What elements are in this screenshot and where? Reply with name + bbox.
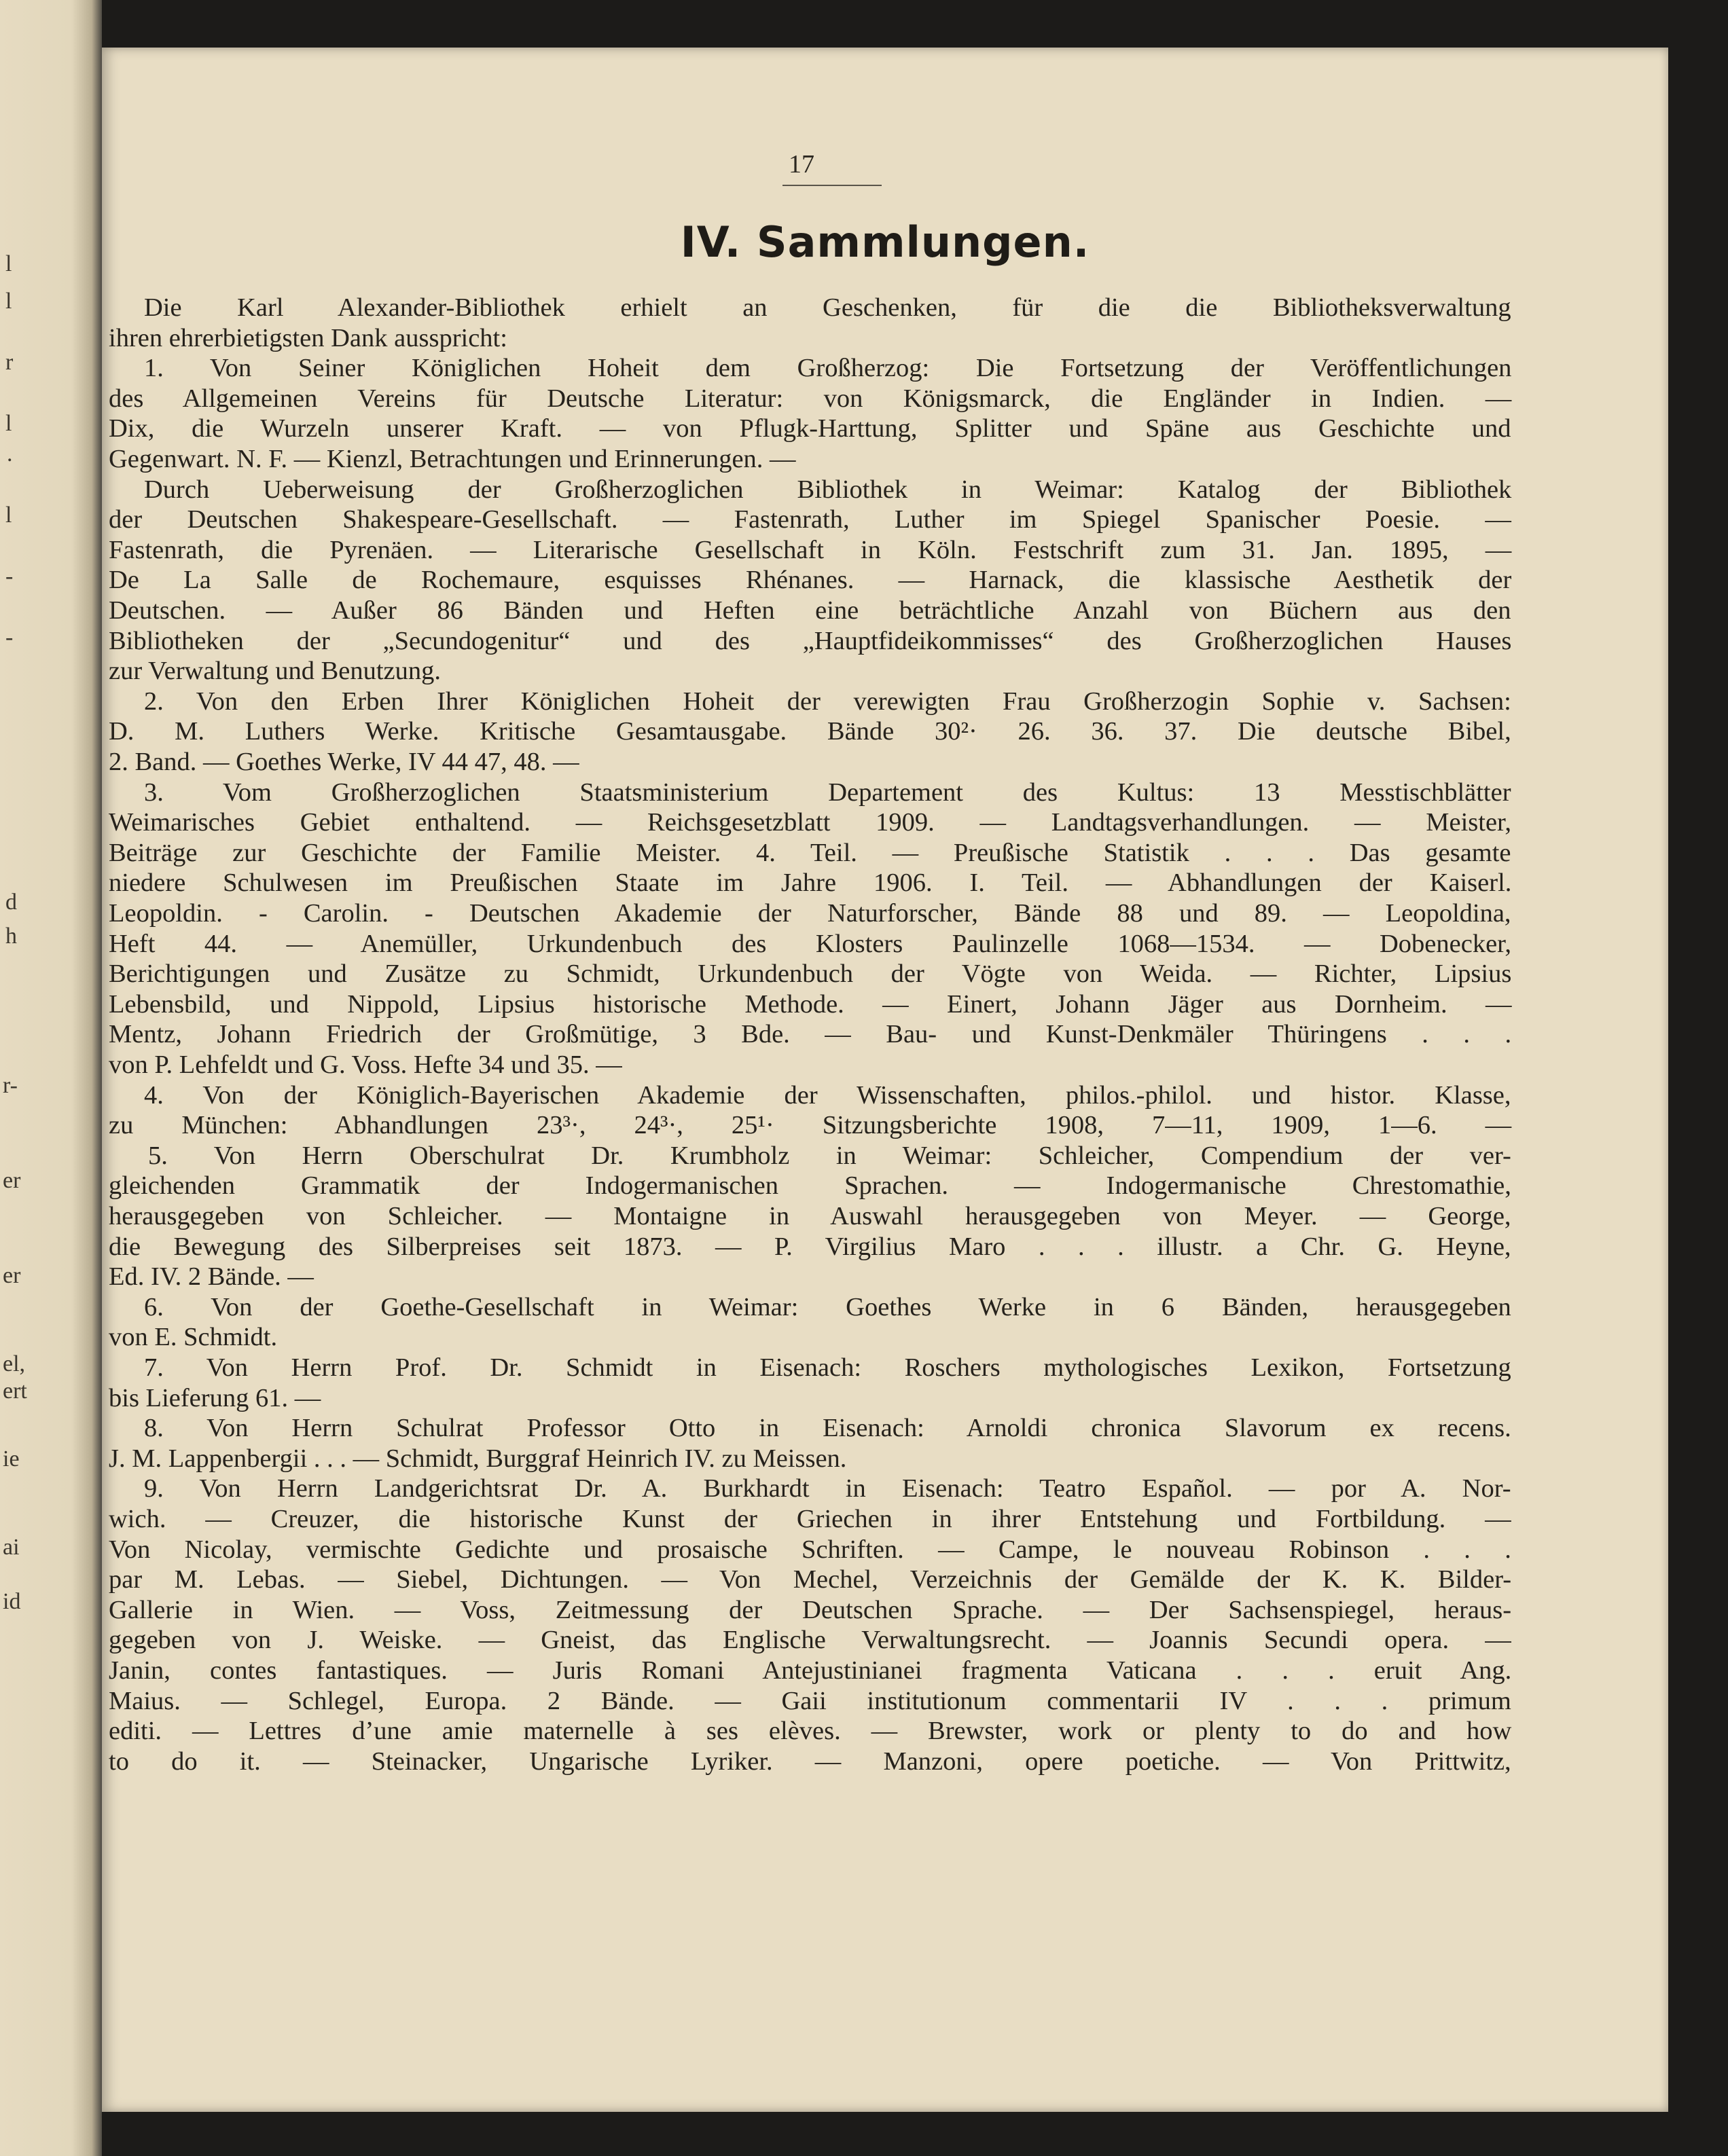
text-line: 6. Von der Goethe-Gesellschaft in Weimar: Goethes Werke in 6 Bänden, herausgegeben [144,1292,1511,1321]
text-line: Gegenwart. N. F. — Kienzl, Betrachtungen und Erinnerungen. — [109,445,796,473]
text-line: to do it. — Steinacker, Ungarische Lyriker. — Manzoni, opere poetiche. — Von Prittwitz, [109,1747,1511,1776]
text-line: J. M. Lappenbergii . . . — Schmidt, Burggraf Heinrich IV. zu Meissen. [109,1444,847,1473]
facing-page-fragment: el, [3,1351,26,1376]
text-line: Weimarisches Gebiet enthaltend. — Reichsgesetzblatt 1909. — Landtagsverhandlungen. — Meister, [109,808,1511,837]
text-line: 1. Von Seiner Königlichen Hoheit dem Großherzog: Die Fortsetzung der Veröffentlichungen [144,354,1512,383]
section-title: IV. Sammlungen. [680,217,1090,267]
facing-page-fragment: l [5,503,12,528]
facing-page-fragment: . [7,441,13,467]
text-line: zu München: Abhandlungen 23³·, 24³·, 25¹· Sitzungsberichte 1908, 7—11, 1909, 1—6. — [109,1111,1512,1140]
facing-page-fragment: l [5,251,12,276]
text-line: Maius. — Schlegel, Europa. 2 Bände. — Gaii institutionum commentarii IV . . . primum [109,1686,1511,1715]
text-line: herausgegeben von Schleicher. — Montaigne in Auswahl herausgegeben von Meyer. — George, [109,1202,1511,1230]
text-line: Dix, die Wurzeln unserer Kraft. — von Pflugk-Harttung, Splitter und Späne aus Geschichte und [109,414,1511,443]
text-line: ihren ehrerbietigsten Dank ausspricht: [109,323,507,352]
text-line: zur Verwaltung und Benutzung. [109,657,441,686]
text-line: Die Karl Alexander-Bibliothek erhielt an Geschenken, für die die Bibliotheksverwaltung [144,293,1511,322]
facing-page-fragment: ert [3,1378,27,1404]
text-line: von P. Lehfeldt und G. Voss. Hefte 34 und 35. — [109,1050,622,1079]
text-line: 9. Von Herrn Landgerichtsrat Dr. A. Burkhardt in Eisenach: Teatro Español. — por A. Nor- [144,1474,1511,1503]
facing-page-fragment: l [5,411,12,436]
facing-page-fragment: h [5,924,17,949]
text-line: D. M. Luthers Werke. Kritische Gesamtausgabe. Bände 30²· 26. 36. 37. Die deutsche Bibel, [109,717,1511,746]
text-line: De La Salle de Rochemaure, esquisses Rhénanes. — Harnack, die klassische Aesthetik der [109,566,1512,595]
text-line: niedere Schulwesen im Preußischen Staate im Jahre 1906. I. Teil. — Abhandlungen der Kaiserl. [109,869,1512,898]
text-line: 3. Vom Großherzoglichen Staatsministerium Departement des Kultus: 13 Messtischblätter [144,778,1511,807]
facing-page-fragment: ai [3,1535,20,1560]
text-line: Von Nicolay, vermischte Gedichte und prosaische Schriften. — Campe, le nouveau Robinson . . . [109,1535,1511,1564]
text-line: Deutschen. — Außer 86 Bänden und Heften eine beträchtliche Anzahl von Büchern aus den [109,596,1511,625]
text-line: Bibliotheken der „Secundogenitur“ und des „Hauptfideikommisses“ des Großherzoglichen Hauses [109,626,1512,655]
text-line: Mentz, Johann Friedrich der Großmütige, 3 Bde. — Bau- und Kunst-Denkmäler Thüringens . . . [109,1020,1512,1049]
facing-page-fragment: - [5,625,14,650]
facing-page-fragment: r [5,350,14,375]
text-line: Lebensbild, und Nippold, Lipsius historische Methode. — Einert, Johann Jäger aus Dornheim. — [109,989,1512,1019]
text-line: wich. — Creuzer, die historische Kunst der Griechen in ihrer Entstehung und Fortbildung. — [109,1505,1511,1533]
page-number: 17 [789,150,814,179]
text-line: 2. Von den Erben Ihrer Königlichen Hoheit der verewigten Frau Großherzogin Sophie v. Sachsen: [144,687,1511,716]
text-line: des Allgemeinen Vereins für Deutsche Literatur: von Königsmarck, die Engländer in Indien. — [109,384,1512,413]
text-line: 4. Von der Königlich-Bayerischen Akademie der Wissenschaften, philos.-philol. und histor. Klasse, [144,1080,1511,1110]
text-line: gegeben von J. Weiske. — Gneist, das Englische Verwaltungsrecht. — Joannis Secundi opera. — [109,1626,1511,1655]
text-line: par M. Lebas. — Siebel, Dichtungen. — Von Mechel, Verzeichnis der Gemälde der K. K. Bilder- [109,1565,1512,1594]
facing-page-fragment: l [5,289,12,314]
page-number-rule [782,185,882,186]
facing-page-fragment: er [3,1263,21,1288]
text-line: 2. Band. — Goethes Werke, IV 44 47, 48. — [109,748,579,776]
text-line: Heft 44. — Anemüller, Urkundenbuch des Klosters Paulinzelle 1068—1534. — Dobenecker, [109,929,1512,958]
text-line: Janin, contes fantastiques. — Juris Romani Antejustinianei fragmenta Vaticana . . . eruit Ang. [109,1656,1512,1685]
text-line: bis Lieferung 61. — [109,1383,321,1412]
facing-page-fragment: er [3,1168,21,1193]
facing-page-fragment: r- [3,1073,18,1098]
facing-page-fragment: id [3,1589,21,1614]
text-line: gleichenden Grammatik der Indogermanischen Sprachen. — Indogermanische Chrestomathie, [109,1171,1511,1201]
text-line: die Bewegung des Silberpreises seit 1873. — P. Virgilius Maro . . . illustr. a Chr. G. Heyne, [109,1232,1511,1261]
text-line: Gallerie in Wien. — Voss, Zeitmessung der Deutschen Sprache. — Der Sachsenspiegel, heraus- [109,1595,1512,1624]
text-line: 7. Von Herrn Prof. Dr. Schmidt in Eisenach: Roschers mythologisches Lexikon, Fortsetzung [144,1353,1511,1382]
facing-page-fragment: d [5,890,17,915]
text-line: Beiträge zur Geschichte der Familie Meister. 4. Teil. — Preußische Statistik . . . Das gesamte [109,838,1511,867]
text-line: der Deutschen Shakespeare-Gesellschaft. — Fastenrath, Luther im Spiegel Spanischer Poesie. — [109,505,1511,534]
text-line: Ed. IV. 2 Bände. — [109,1262,314,1292]
facing-page-fragment: ie [3,1446,20,1472]
facing-page-fragment: - [5,564,14,589]
text-line: Berichtigungen und Zusätze zu Schmidt, Urkundenbuch der Vögte von Weida. — Richter, Lipsius [109,960,1512,989]
text-line: 5. Von Herrn Oberschulrat Dr. Krumbholz in Weimar: Schleicher, Compendium der ver- [148,1141,1511,1170]
text-line: Durch Ueberweisung der Großherzoglichen Bibliothek in Weimar: Katalog der Bibliothek [144,475,1512,504]
text-line: editi. — Lettres d’une amie maternelle à ses elèves. — Brewster, work or plenty to do and how [109,1717,1512,1746]
text-line: von E. Schmidt. [109,1323,278,1352]
text-line: 8. Von Herrn Schulrat Professor Otto in Eisenach: Arnoldi chronica Slavorum ex recens. [144,1414,1511,1443]
text-line: Fastenrath, die Pyrenäen. — Literarische Gesellschaft in Köln. Festschrift zum 31. Jan. 1895, — [109,535,1512,564]
text-line: Leopoldin. - Carolin. - Deutschen Akademie der Naturforscher, Bände 88 und 89. — Leopoldina, [109,899,1511,928]
